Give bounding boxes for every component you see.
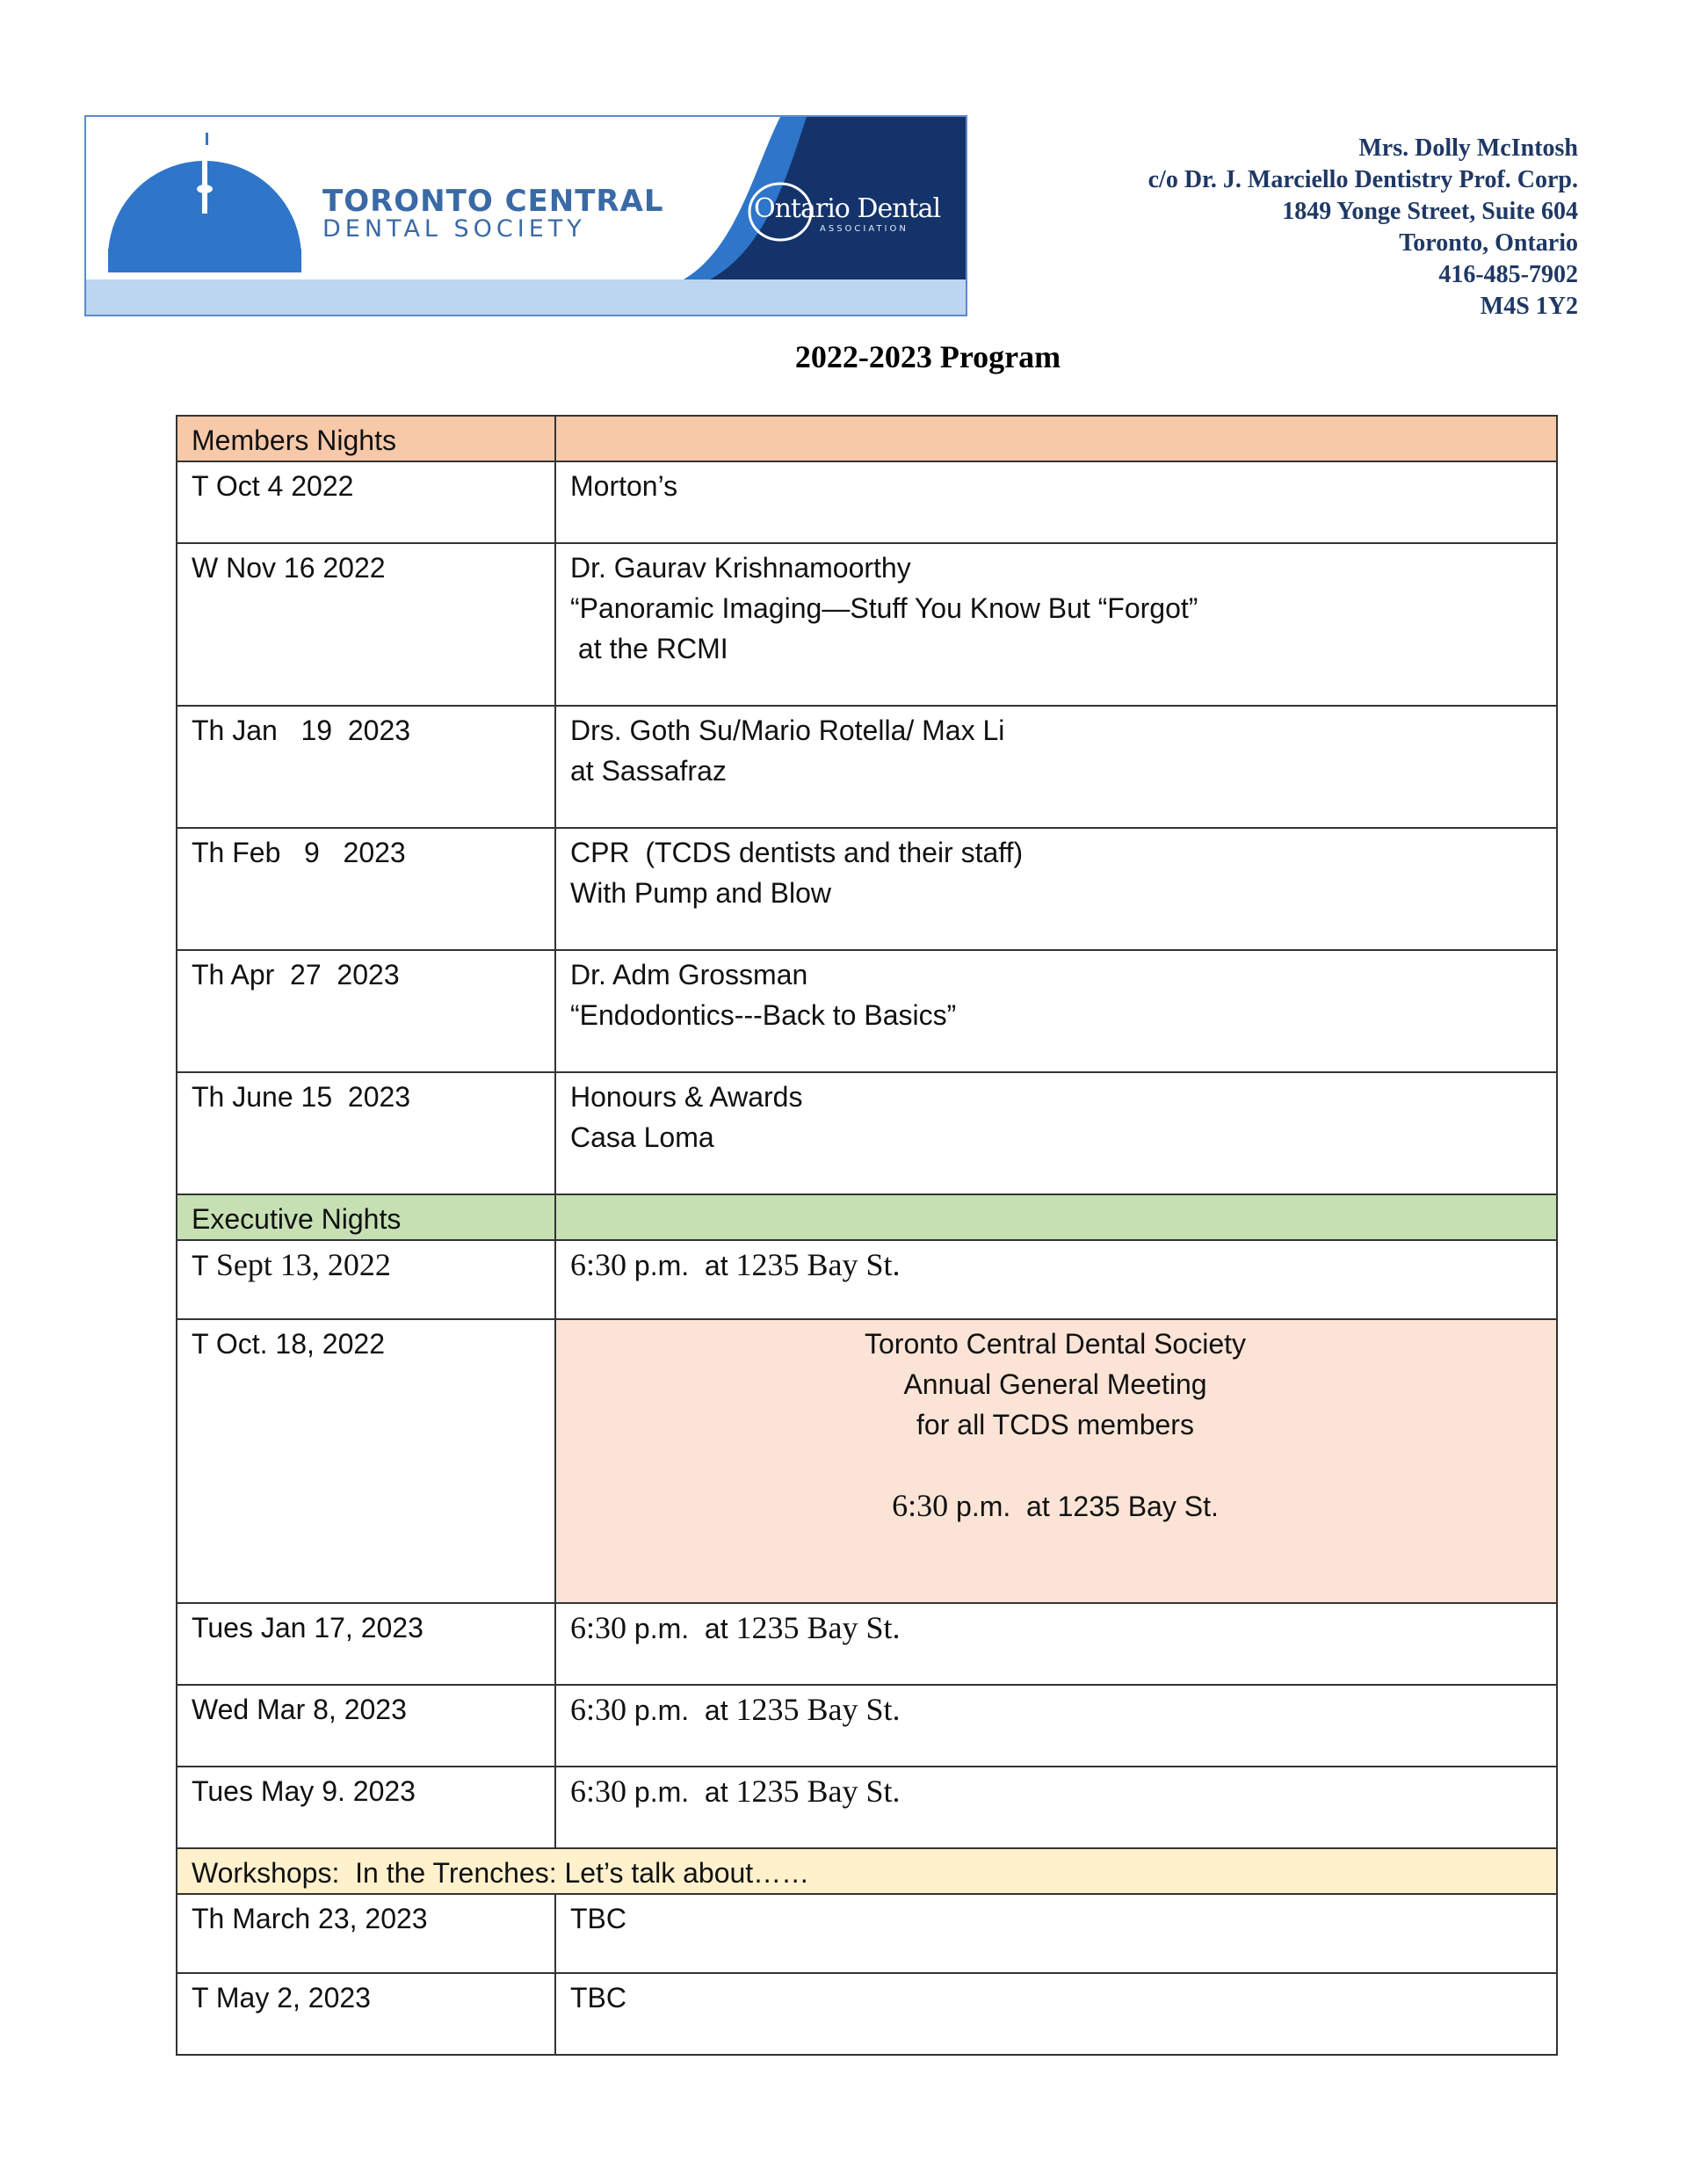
contact-phone: 416-485-7902 [1438,261,1578,288]
brand-subname: DENTAL SOCIETY [322,215,586,243]
section-header-executive [177,1194,1557,1240]
skyline-icon [108,133,301,272]
event-date: T Sept 13, 2022 [177,1240,555,1319]
event-details: TBC [555,1894,1557,1973]
table-row [177,1767,1557,1848]
oda-logo-subtext: ASSOCIATION [820,224,909,234]
event-date: T Oct. 18, 2022 [177,1319,555,1603]
event-date: Th June 15 2023 [177,1072,555,1194]
event-details: 6:30 p.m. at 1235 Bay St. [555,1603,1557,1685]
contact-care-of: c/o Dr. J. Marciello Dentistry Prof. Corp. [1148,166,1578,193]
table-row [177,1973,1557,2055]
section-header-members [177,416,1557,461]
brand-name: TORONTO CENTRAL [322,184,664,219]
table-row [177,828,1557,950]
section-header-workshops [177,1848,1557,1894]
event-details: Drs. Goth Su/Mario Rotella/ Max Li at Sassafraz [555,706,1557,828]
section-title: Members Nights [177,416,555,461]
event-date: Th March 23, 2023 [177,1894,555,1973]
event-date: Th Jan 19 2023 [177,706,555,828]
event-date: Tues Jan 17, 2023 [177,1603,555,1685]
event-date: T May 2, 2023 [177,1973,555,2055]
event-date: Th Feb 9 2023 [177,828,555,950]
table-row [177,1894,1557,1973]
event-details: Morton’s [555,461,1557,543]
contact-name: Mrs. Dolly McIntosh [1358,134,1578,162]
table-row-agm [177,1319,1557,1603]
table-row [177,706,1557,828]
table-row [177,1603,1557,1685]
event-date: Th Apr 27 2023 [177,950,555,1072]
section-filler [555,1194,1557,1240]
table-row [177,543,1557,706]
contact-address [1148,133,1578,323]
society-banner [84,115,967,316]
event-details: CPR (TCDS dentists and their staff) With Pump and Blow [555,828,1557,950]
section-title: Executive Nights [177,1194,555,1240]
event-date: T Oct 4 2022 [177,461,555,543]
section-title: Workshops: In the Trenches: Let’s talk about…… [177,1848,1557,1894]
contact-street: 1849 Yonge Street, Suite 604 [1282,198,1578,225]
table-row [177,1072,1557,1194]
event-details: 6:30 p.m. at 1235 Bay St. [555,1767,1557,1848]
table-row [177,1240,1557,1319]
agm-notice: Toronto Central Dental Society Annual General Meeting for all TCDS members 6:30 p.m. at 1235 Bay St. [555,1319,1557,1603]
contact-city: Toronto, Ontario [1399,229,1578,257]
table-row [177,461,1557,543]
program-table [176,415,1558,2056]
section-filler [555,416,1557,461]
event-date: W Nov 16 2022 [177,543,555,706]
event-date: Tues May 9. 2023 [177,1767,555,1848]
oda-logo-text: Ontario Dental [754,193,941,224]
page-title: 2022-2023 Program [794,339,1061,374]
event-details: Honours & Awards Casa Loma [555,1072,1557,1194]
contact-postal: M4S 1Y2 [1480,293,1578,320]
event-details: 6:30 p.m. at 1235 Bay St. [555,1685,1557,1767]
event-details: TBC [555,1973,1557,2055]
table-row [177,950,1557,1072]
event-date: Wed Mar 8, 2023 [177,1685,555,1767]
event-details: Dr. Adm Grossman “Endodontics---Back to Basics” [555,950,1557,1072]
table-row [177,1685,1557,1767]
event-details: 6:30 p.m. at 1235 Bay St. [555,1240,1557,1319]
event-details: Dr. Gaurav Krishnamoorthy “Panoramic Imaging—Stuff You Know But “Forgot” at the RCMI [555,543,1557,706]
